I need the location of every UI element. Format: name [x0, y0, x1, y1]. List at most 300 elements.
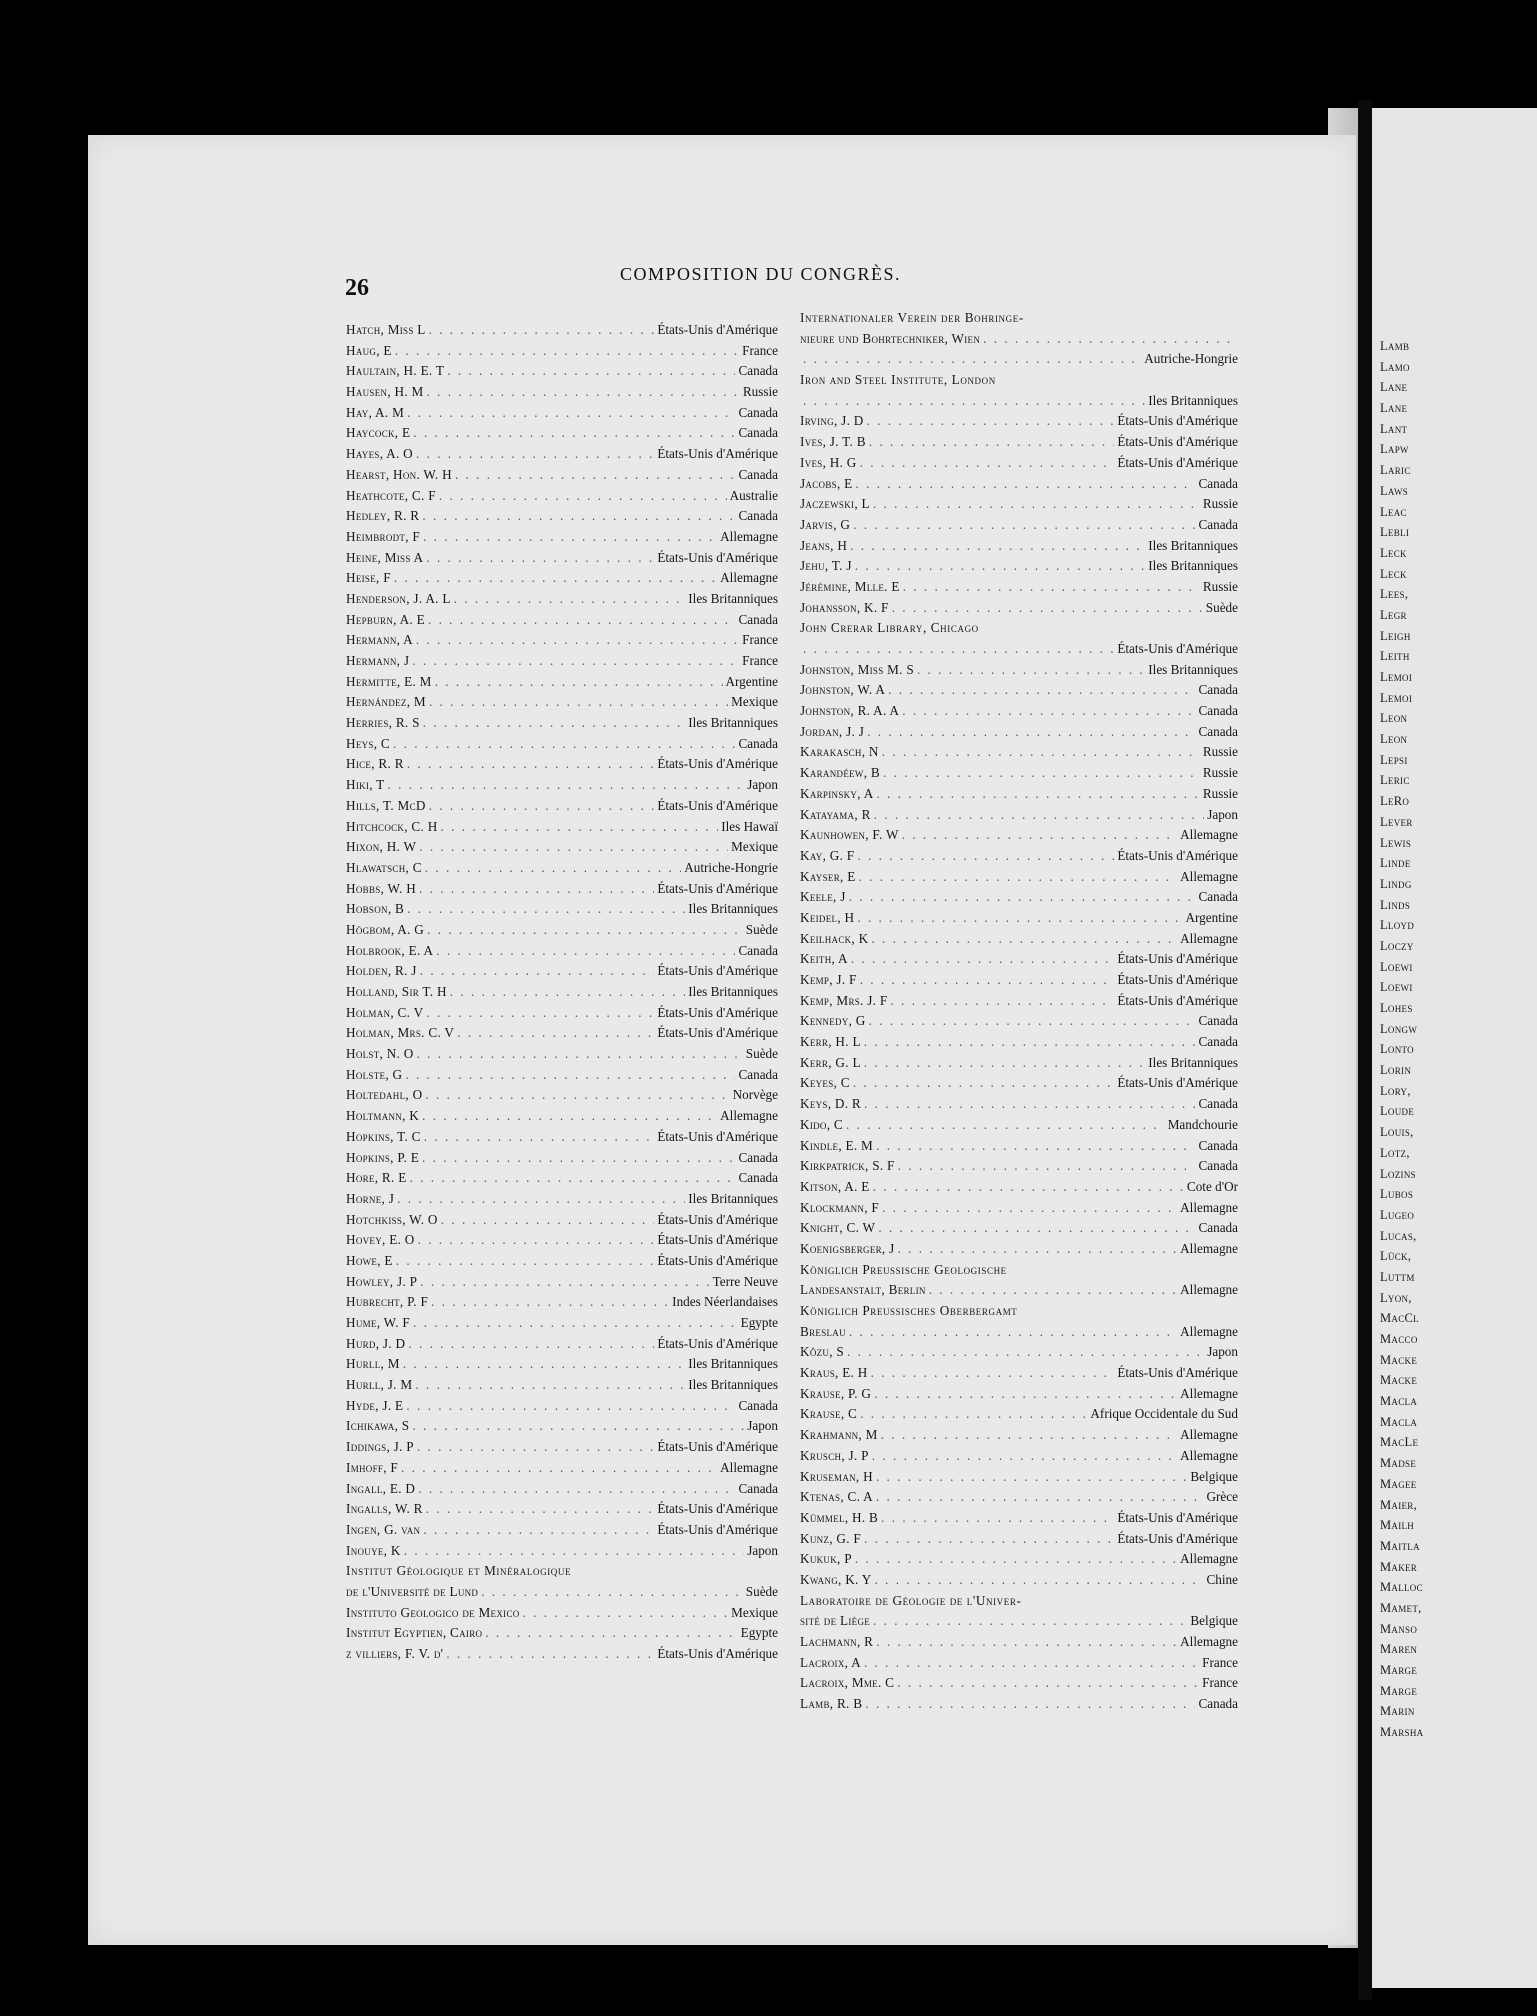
list-entry	[800, 1053, 1238, 1074]
entry-country: Russie	[1202, 785, 1238, 801]
list-entry	[800, 453, 1238, 474]
entry-country: Japon	[747, 1542, 778, 1558]
entry-country: États-Unis d'Amérique	[657, 549, 778, 565]
leader-dots	[803, 639, 1114, 660]
entry-name: Johnston, Miss M. S	[800, 661, 914, 677]
entry-name: Kirkpatrick, S. F	[800, 1158, 895, 1174]
entry-name: Jordan, J. J	[800, 723, 865, 739]
next-page-entry: Lemoi	[1380, 670, 1413, 684]
list-entry	[346, 754, 778, 775]
entry-country: Iles Britanniques	[688, 1356, 778, 1372]
next-page-entry: Mailh	[1380, 1518, 1415, 1533]
entry-name: Holbrook, E. A	[346, 942, 434, 958]
leader-dots	[428, 610, 735, 631]
leader-dots	[419, 837, 728, 858]
leader-dots	[902, 825, 1177, 846]
list-entry	[800, 329, 1238, 350]
entry-country: Allemagne	[720, 1459, 778, 1475]
list-entry	[346, 1003, 778, 1024]
leader-dots	[881, 1425, 1177, 1446]
entry-country: Iles Britanniques	[1148, 392, 1238, 408]
entry-country: Argentine	[725, 673, 778, 689]
entry-name: Kukuk, P	[800, 1551, 852, 1567]
list-entry	[346, 961, 778, 982]
entry-country: États-Unis d'Amérique	[1117, 413, 1238, 429]
leader-dots	[426, 1003, 654, 1024]
next-page-entry: Lozins	[1380, 1166, 1416, 1181]
entry-name: Hobson, B	[346, 901, 405, 917]
leader-dots	[408, 1334, 654, 1355]
entry-country: États-Unis d'Amérique	[657, 963, 778, 979]
leader-dots	[917, 660, 1145, 681]
next-page-entry: Leon	[1380, 711, 1408, 726]
entry-country: Canada	[1198, 682, 1238, 698]
entry-country: Canada	[738, 735, 778, 751]
entry-name: Knight, C. W	[800, 1220, 876, 1236]
next-page-entry: Leith	[1380, 649, 1410, 664]
next-page-entry: Lohes	[1380, 1001, 1413, 1015]
entry-name: Klockmann, F	[800, 1199, 880, 1215]
list-entry	[346, 506, 778, 527]
entry-country: États-Unis d'Amérique	[1117, 951, 1238, 967]
leader-dots	[882, 1198, 1177, 1219]
list-entry	[800, 1508, 1238, 1529]
next-page-entry: Linde	[1380, 856, 1411, 871]
list-entry	[346, 1499, 778, 1520]
list-entry	[346, 1479, 778, 1500]
list-entry	[346, 1272, 778, 1293]
list-entry	[346, 1541, 778, 1562]
entry-country: Iles Hawaï	[721, 818, 778, 834]
list-entry	[800, 1094, 1238, 1115]
list-entry	[346, 1582, 778, 1603]
list-entry	[346, 941, 778, 962]
entry-country: Allemagne	[1180, 930, 1238, 946]
entry-name: Holst, N. O	[346, 1046, 414, 1062]
entry-name: Kayser, E	[800, 868, 856, 884]
list-entry	[800, 949, 1238, 970]
entry-country: France	[742, 632, 778, 648]
leader-dots	[864, 1032, 1196, 1053]
list-entry	[800, 1073, 1238, 1094]
leader-dots	[860, 453, 1115, 474]
list-entry	[800, 1011, 1238, 1032]
entry-name: Hubrecht, P. F	[346, 1294, 429, 1310]
leader-dots	[388, 775, 745, 796]
list-entry	[346, 610, 778, 631]
entry-name: Hobbs, W. H	[346, 880, 417, 896]
next-page-entry: Leric	[1380, 773, 1410, 788]
entry-name: Ives, H. G	[800, 454, 857, 470]
entry-name: Ktenas, C. A	[800, 1489, 873, 1505]
leader-dots	[397, 1189, 685, 1210]
leader-dots	[407, 403, 735, 424]
entry-country: Indes Néerlandaises	[672, 1294, 778, 1310]
entry-country: États-Unis d'Amérique	[1117, 972, 1238, 987]
leader-dots	[847, 1342, 1204, 1363]
entry-name: Howe, E	[346, 1252, 393, 1268]
institution-line: John Crerar Library, Chicago	[800, 620, 979, 636]
entry-name: de l'Université de Lund	[346, 1583, 479, 1599]
list-entry	[800, 701, 1238, 722]
entry-name: Krahmann, M	[800, 1427, 878, 1443]
entry-name: Keyes, C	[800, 1075, 850, 1091]
leader-dots	[481, 1582, 743, 1603]
entry-name: Johansson, K. F	[800, 599, 889, 615]
entry-country: Iles Britanniques	[688, 901, 778, 917]
entry-name: Jeans, H	[800, 537, 848, 553]
entry-name: Hore, R. E	[346, 1170, 407, 1186]
leader-dots	[892, 598, 1203, 619]
leader-dots	[423, 527, 717, 548]
entry-name: Imhoff, F	[346, 1459, 399, 1475]
entry-name: Hermann, J	[346, 653, 410, 668]
leader-dots	[902, 701, 1195, 722]
leader-dots	[850, 536, 1145, 557]
list-entry	[346, 361, 778, 382]
entry-country: Allemagne	[1180, 1427, 1238, 1443]
next-page-entry: Lant	[1380, 421, 1408, 436]
leader-dots	[874, 805, 1205, 826]
list-entry	[346, 1375, 778, 1396]
entry-name: Kennedy, G	[800, 1013, 866, 1029]
entry-name: Kemp, Mrs. J. F	[800, 992, 888, 1008]
entry-name: Holland, Sir T. H	[346, 984, 447, 999]
list-entry	[800, 1529, 1238, 1550]
entry-country: Canada	[738, 1149, 778, 1165]
entry-name: Hurll, M	[346, 1356, 400, 1372]
list-entry	[346, 1520, 778, 1541]
leader-dots	[417, 1044, 743, 1065]
list-entry	[800, 536, 1238, 557]
next-page-entry: Malloc	[1380, 1580, 1423, 1595]
list-entry	[346, 1623, 778, 1644]
list-entry	[346, 1354, 778, 1375]
next-page-entry: Leck	[1380, 545, 1407, 560]
list-entry	[346, 899, 778, 920]
leader-dots	[881, 1508, 1114, 1529]
leader-dots	[407, 899, 685, 920]
list-entry	[800, 1342, 1238, 1363]
entry-name: Inouye, K	[346, 1542, 401, 1558]
leader-dots	[872, 1446, 1177, 1467]
entry-country: France	[1202, 1654, 1238, 1670]
entry-country: Canada	[1198, 1096, 1238, 1112]
next-page-entry: Leck	[1380, 566, 1407, 581]
entry-name: Keidel, H	[800, 909, 855, 925]
entry-name: Hay, A. M	[346, 404, 405, 420]
list-entry	[346, 444, 778, 465]
list-entry	[346, 920, 778, 941]
leader-dots	[427, 382, 740, 403]
entry-name: Heys, C	[346, 735, 391, 751]
entry-name: Haycock, E	[346, 425, 411, 441]
entry-country: États-Unis d'Amérique	[657, 1439, 778, 1455]
entry-name: Kindle, E. M	[800, 1137, 874, 1153]
institution-line: Laboratoire de Géologie de l'Univer-	[800, 1592, 1022, 1608]
leader-dots	[426, 548, 654, 569]
entry-name: Heise, F	[346, 570, 391, 586]
entry-country: Russie	[1202, 496, 1238, 512]
page-number: 26	[345, 275, 369, 301]
entry-country: Allemagne	[720, 1108, 778, 1124]
entry-country: Canada	[738, 1480, 778, 1496]
next-page-entry: Lory,	[1380, 1083, 1411, 1098]
leader-dots	[455, 465, 736, 486]
next-page-entry: Lamo	[1380, 359, 1410, 374]
list-entry	[800, 846, 1238, 867]
next-page-entry: Maier,	[1380, 1497, 1418, 1512]
next-page-entry: Lugeo	[1380, 1207, 1415, 1222]
entry-name: Krause, P. G	[800, 1385, 872, 1401]
leader-dots	[425, 858, 681, 879]
next-page-entry: Lewis	[1380, 835, 1412, 850]
leader-dots	[876, 1467, 1187, 1488]
entry-country: Allemagne	[1180, 1551, 1238, 1567]
list-entry	[346, 734, 778, 755]
entry-country: États-Unis d'Amérique	[657, 1232, 778, 1248]
list-entry	[346, 879, 778, 900]
next-page-entry: Linds	[1380, 897, 1411, 912]
leader-dots	[898, 1156, 1196, 1177]
next-page-entry: Loczy	[1380, 938, 1414, 953]
entry-country: Australie	[729, 487, 778, 503]
leader-dots	[422, 506, 735, 527]
list-entry	[800, 1467, 1238, 1488]
entry-name: Kraus, E. H	[800, 1365, 868, 1381]
entry-country: Suède	[1205, 599, 1238, 615]
leader-dots	[846, 1115, 1165, 1136]
next-page-entry: Legr	[1380, 607, 1407, 622]
leader-dots	[869, 1011, 1196, 1032]
leader-dots	[864, 1053, 1145, 1074]
entry-country: Canada	[738, 404, 778, 420]
leader-dots	[413, 1313, 738, 1334]
next-page-list	[1372, 336, 1423, 1743]
leader-dots	[420, 1272, 709, 1293]
next-page-entry: Luttm	[1380, 1269, 1415, 1284]
list-entry	[346, 1210, 778, 1231]
list-entry	[346, 1334, 778, 1355]
list-entry	[800, 887, 1238, 908]
entry-country: Iles Britanniques	[1148, 1054, 1238, 1070]
entry-country: États-Unis d'Amérique	[657, 1004, 778, 1020]
leader-dots	[860, 1404, 1087, 1425]
next-page-entry: Marge	[1380, 1663, 1418, 1677]
leader-dots	[425, 1085, 729, 1106]
leader-dots	[867, 722, 1195, 743]
list-entry	[800, 474, 1238, 495]
leader-dots	[871, 929, 1177, 950]
entry-name: Hotchkiss, W. O	[346, 1211, 438, 1227]
entry-country: Canada	[1198, 723, 1238, 739]
next-page-entry: Laws	[1380, 483, 1409, 498]
leader-dots	[876, 1632, 1177, 1653]
entry-name: Haultain, H. E. T	[346, 363, 445, 379]
list-entry	[800, 1653, 1238, 1674]
entry-name: Hausen, H. M	[346, 384, 424, 400]
entry-country: Autriche-Hongrie	[684, 859, 778, 875]
entry-country: Canada	[738, 1170, 778, 1186]
entry-name: Heimbrodt, F	[346, 528, 421, 544]
entry-country: États-Unis d'Amérique	[1117, 1365, 1238, 1381]
list-entry	[800, 494, 1238, 515]
institution-line: Internationaler Verein der Bohringe-	[800, 310, 1024, 325]
entry-name: Irving, J. D	[800, 413, 864, 429]
leader-dots	[857, 846, 1114, 867]
leader-dots	[877, 784, 1200, 805]
entry-country: États-Unis d'Amérique	[657, 322, 778, 337]
list-entry	[800, 1425, 1238, 1446]
entry-name: Jarvis, G	[800, 516, 851, 532]
list-entry	[800, 432, 1238, 453]
leader-dots	[803, 391, 1145, 412]
leader-dots	[864, 1094, 1195, 1115]
list-entry	[800, 1136, 1238, 1157]
next-page-entry: Lees,	[1380, 587, 1409, 602]
entry-name: Ives, J. T. B	[800, 434, 866, 450]
list-entry	[800, 1570, 1238, 1591]
list-entry	[800, 598, 1238, 619]
entry-name: Kaunhowen, F. W	[800, 827, 899, 843]
entry-country: Belgique	[1190, 1468, 1238, 1484]
entry-name: Hiki, T	[346, 777, 385, 793]
entry-country: Terre Neuve	[712, 1273, 778, 1289]
leader-dots	[429, 692, 728, 713]
entry-country: États-Unis d'Amérique	[657, 1335, 778, 1351]
list-entry	[800, 1156, 1238, 1177]
entry-country: Iles Britanniques	[688, 1377, 778, 1393]
list-entry	[346, 1251, 778, 1272]
leader-dots	[413, 423, 735, 444]
entry-name: Breslau	[800, 1323, 846, 1339]
entry-name: Henderson, J. A. L	[346, 590, 451, 606]
leader-dots	[523, 1603, 729, 1624]
next-page-entry: Macla	[1380, 1414, 1418, 1429]
leader-dots	[873, 494, 1200, 515]
next-page-entry: Loewi	[1380, 959, 1413, 974]
next-page-entry: Maren	[1380, 1642, 1418, 1657]
leader-dots	[396, 1251, 655, 1272]
list-entry	[346, 548, 778, 569]
next-page-entry: Lemoi	[1380, 690, 1413, 705]
entry-name: Hixon, H. W	[346, 839, 417, 855]
next-page-entry: Louis,	[1380, 1125, 1414, 1140]
leader-dots	[871, 1363, 1115, 1384]
leader-dots	[419, 879, 654, 900]
next-page-entry: Maitla	[1380, 1538, 1420, 1553]
list-entry	[346, 589, 778, 610]
list-entry	[800, 556, 1238, 577]
entry-country: Suède	[745, 1583, 778, 1599]
entry-country: États-Unis d'Amérique	[1117, 1075, 1238, 1091]
entry-name: Hice, R. R	[346, 756, 404, 772]
entry-name: Hayes, A. O	[346, 446, 414, 462]
entry-country: Suède	[745, 1046, 778, 1062]
leader-dots	[431, 1292, 669, 1313]
entry-name: Holman, Mrs. C. V	[346, 1025, 455, 1041]
entry-country: Iles Britanniques	[688, 984, 778, 999]
institution-line: Iron and Steel Institute, London	[800, 372, 996, 388]
next-page-entry: Lyon,	[1380, 1290, 1412, 1305]
list-entry	[346, 341, 778, 362]
leader-dots	[416, 630, 739, 651]
entry-country: Allemagne	[1180, 1634, 1238, 1649]
list-entry	[800, 1611, 1238, 1632]
leader-dots	[435, 672, 723, 693]
entry-country: Egypte	[740, 1625, 778, 1641]
leader-dots	[875, 1570, 1204, 1591]
entry-name: nieure und Bohrtechniker, Wien	[800, 330, 981, 346]
entry-name: Keilhack, K	[800, 930, 869, 946]
list-entry	[346, 1396, 778, 1417]
entry-name: Lamb, R. B	[800, 1696, 863, 1712]
list-entry	[346, 982, 778, 1003]
entry-country: Canada	[738, 1397, 778, 1413]
entry-country: France	[742, 653, 778, 668]
entry-country: Mexique	[731, 839, 778, 855]
entry-country: Iles Britanniques	[1148, 558, 1238, 574]
institution-line: Institut Géologique et Minéralogique	[346, 1563, 572, 1579]
entry-name: Landesanstalt, Berlin	[800, 1282, 926, 1298]
leader-dots	[898, 1239, 1178, 1260]
list-entry	[346, 672, 778, 693]
entry-country: Canada	[1198, 1158, 1238, 1174]
entry-name: Howley, J. P	[346, 1273, 418, 1289]
leader-dots	[407, 754, 655, 775]
list-entry	[800, 991, 1238, 1012]
leader-dots	[436, 941, 735, 962]
entry-country: États-Unis d'Amérique	[1117, 454, 1238, 470]
list-entry	[800, 1632, 1238, 1653]
leader-dots	[454, 589, 686, 610]
next-page-entry: Lepsi	[1380, 752, 1408, 767]
next-page-entry: Lane	[1380, 380, 1408, 395]
list-entry	[346, 692, 778, 713]
next-page-entry: MacCl	[1380, 1311, 1419, 1326]
entry-country: Canada	[1198, 1013, 1238, 1029]
next-page-entry: Marin	[1380, 1704, 1415, 1719]
leader-dots	[418, 1479, 735, 1500]
entry-name: Holman, C. V	[346, 1004, 424, 1020]
leader-dots	[415, 1375, 685, 1396]
next-page-entry: Lück,	[1380, 1249, 1412, 1264]
entry-name: sité de Liège	[800, 1613, 871, 1629]
leader-dots	[450, 982, 685, 1003]
entry-country: États-Unis d'Amérique	[1117, 641, 1238, 656]
list-entry	[800, 391, 1238, 412]
entry-name: Heathcote, C. F	[346, 487, 436, 503]
list-entry	[346, 403, 778, 424]
leader-dots	[857, 908, 1182, 929]
entry-name: Kôzu, S	[800, 1344, 845, 1360]
entry-name: Holtmann, K	[346, 1108, 420, 1124]
leader-dots	[405, 1065, 735, 1086]
entry-name: Hills, T. McD	[346, 797, 426, 813]
next-page-entry: Macke	[1380, 1373, 1418, 1388]
entry-name: Högbom, A. G	[346, 921, 425, 937]
leader-dots	[404, 1541, 745, 1562]
next-page-entry: Macco	[1380, 1332, 1418, 1346]
entry-country: Iles Britanniques	[1148, 661, 1238, 677]
entry-country: Allemagne	[1180, 1199, 1238, 1215]
entry-country: Allemagne	[1180, 1323, 1238, 1339]
entry-name: Kerr, G. L	[800, 1054, 861, 1070]
leader-dots	[403, 1354, 686, 1375]
list-entry	[800, 1198, 1238, 1219]
entry-country: Russie	[742, 384, 778, 400]
entry-country: Allemagne	[1180, 1240, 1238, 1256]
